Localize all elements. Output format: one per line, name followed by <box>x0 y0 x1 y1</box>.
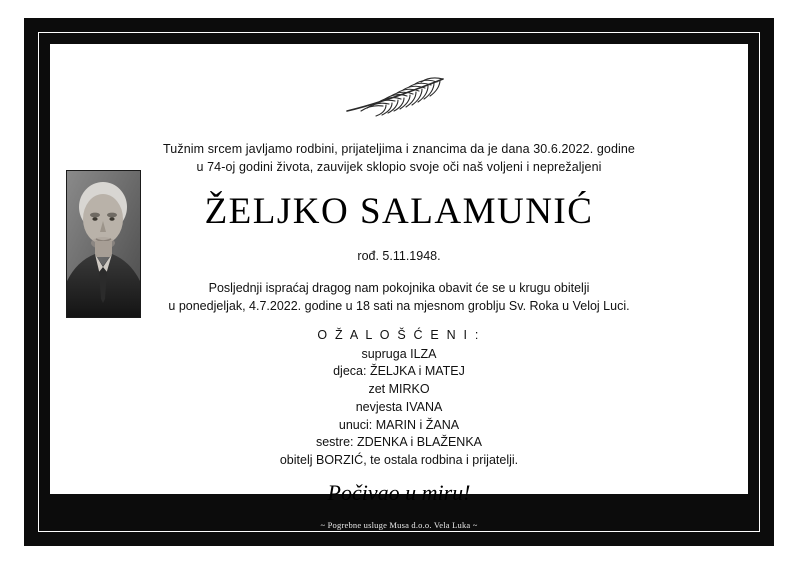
list-item: obitelj BORZIĆ, te ostala rodbina i prijatelji. <box>279 453 519 467</box>
funeral-details <box>168 279 629 315</box>
obituary-card <box>50 44 748 505</box>
list-item: unuci: MARIN i ŽANA <box>338 417 460 432</box>
deceased-name: ŽELJKO SALAMUNIĆ <box>204 191 594 233</box>
funeral-line-1: Posljednji ispraćaj dragog nam pokojnika obavit će se u krugu obitelji <box>208 281 590 296</box>
list-item: nevjesta IVANA <box>355 399 443 414</box>
lead-paragraph <box>163 140 635 176</box>
mourners-heading: O Ž A L O Š Ć E N I : <box>317 327 481 342</box>
rest-in-peace-text: Počivao u miru! <box>327 479 471 505</box>
mourners-list <box>280 346 518 470</box>
birth-date: rođ. 5.11.1948. <box>357 249 441 264</box>
lead-line-1: Tužnim srcem javljamo rodbini, prijateljima i znancima da je dana 30.6.2022. godine <box>163 142 635 156</box>
list-item: sestre: ZDENKA i BLAŽENKA <box>315 435 483 450</box>
lead-line-2: u 74-oj godini života, zauvijek sklopio svoje oči naš voljeni i neprežaljeni <box>196 160 602 175</box>
avatar <box>66 170 141 318</box>
palm-branch-icon <box>339 74 459 118</box>
list-item: zet MIRKO <box>368 382 430 396</box>
funeral-home-footer: ~ Pogrebne usluge Musa d.o.o. Vela Luka ~ <box>320 520 478 530</box>
list-item: supruga ILZA <box>361 346 437 361</box>
list-item: djeca: ŽELJKA i MATEJ <box>333 364 465 379</box>
funeral-line-2: u ponedjeljak, 4.7.2022. godine u 18 sati na mjesnom groblju Sv. Roka u Veloj Luci. <box>168 299 630 314</box>
